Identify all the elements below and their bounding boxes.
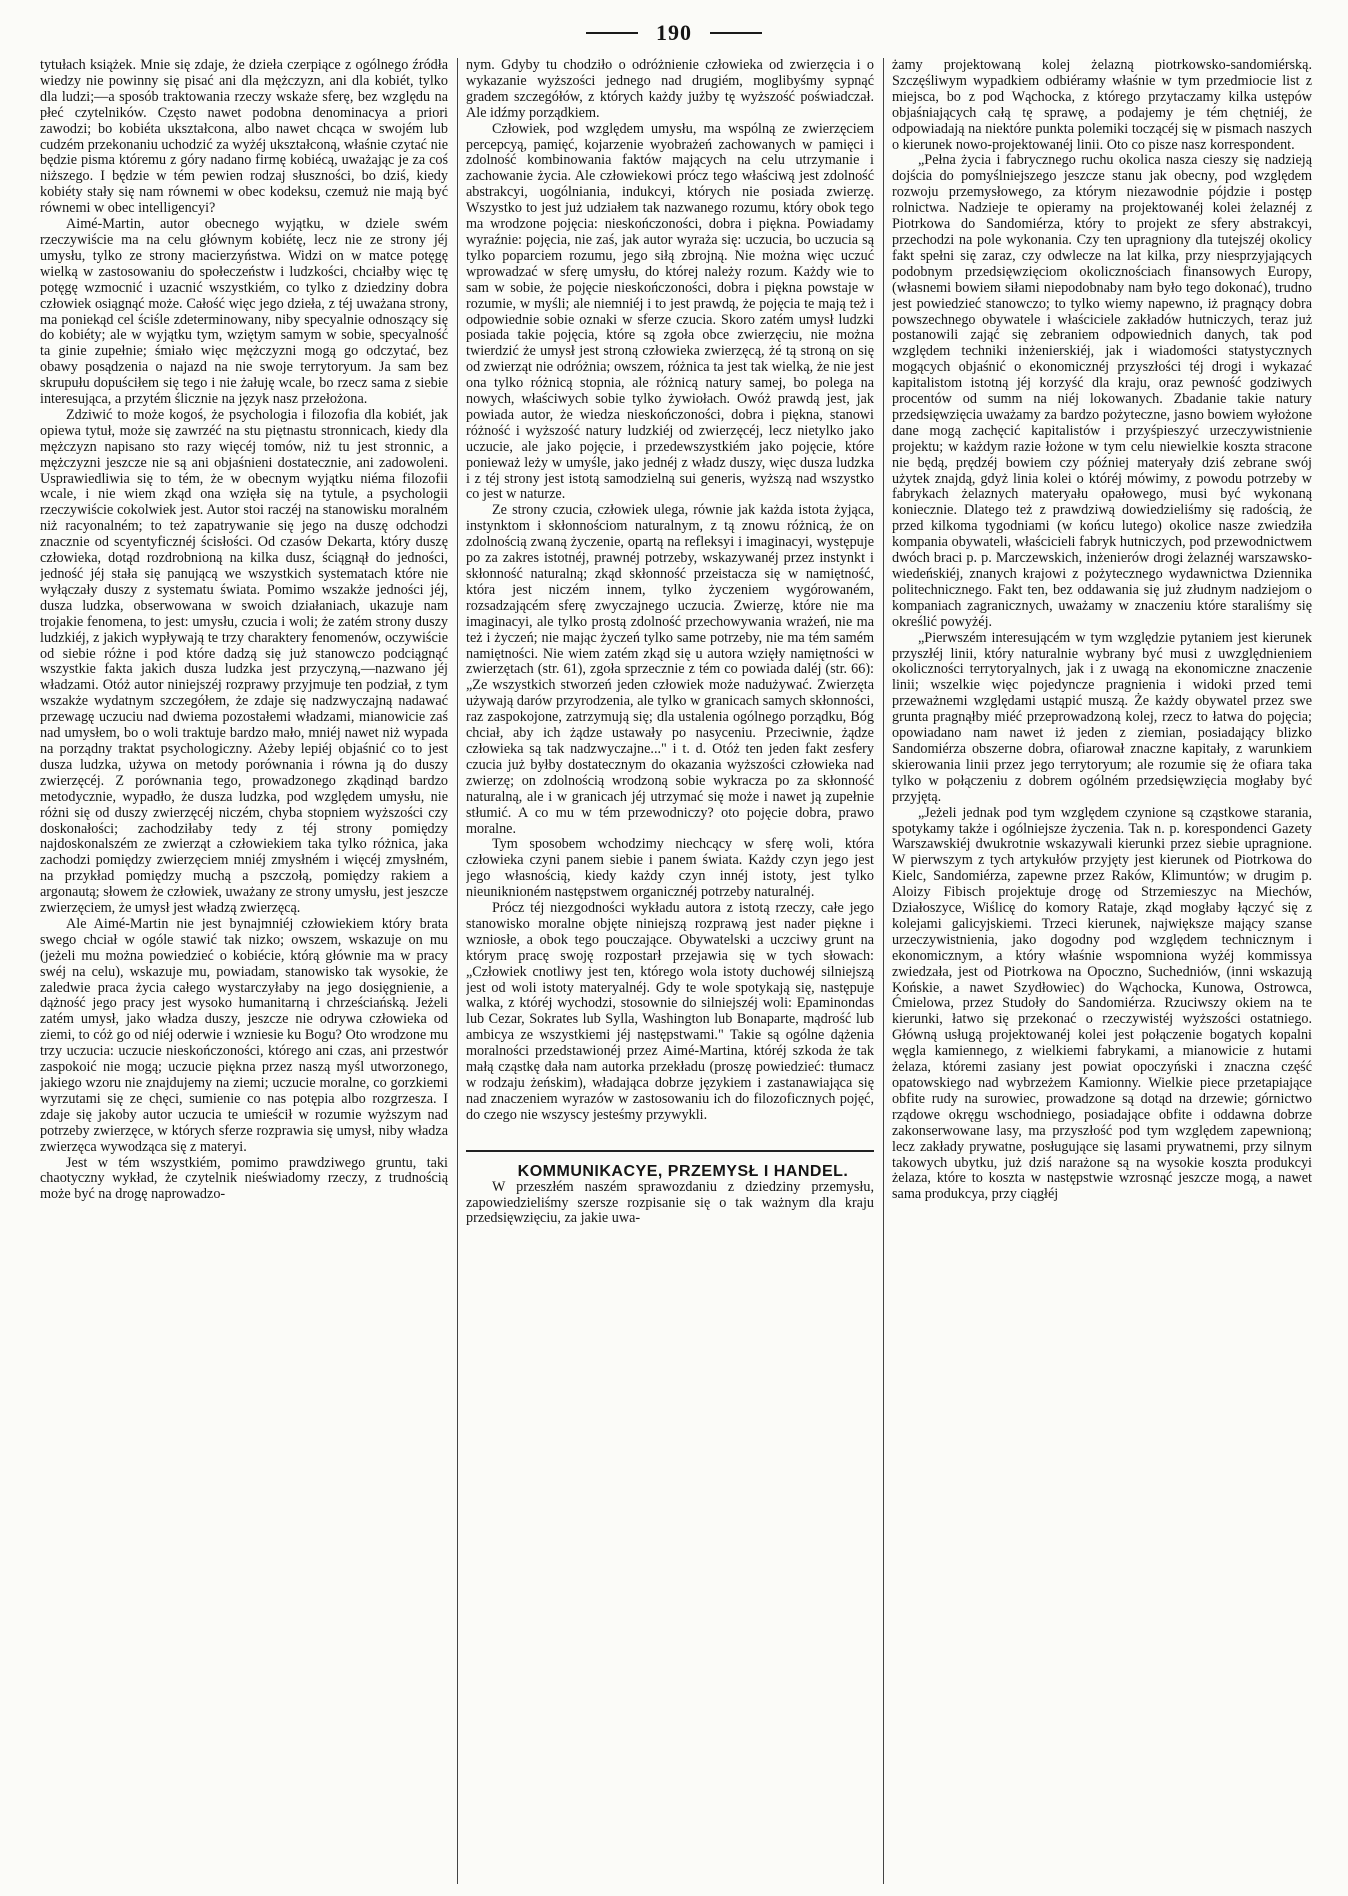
column-1 [40,58,448,1884]
col2-paragraph: W przeszłém naszém sprawozdaniu z dziedziny przemysłu, zapowiedzieliśmy szersze rozpisanie się o tak ważnym dla kraju przedsięwzięciu, za jakie uwa- [466,1178,874,1227]
col3-paragraph: „Pierwszém interesującém w tym względzie pytaniem jest kierunek przyszłéj linii, który naturalnie wybrany być musi z uwzględnieniem okoliczności terrytoryalnych, jak i z uwagą na ekonomiczne znaczenie linii; wszelkie więc pojedyncze pragnienia i widoki przed temi przeważnemi względami ustąpić muszą. Że każdy obywatel przez swe grunta pragnąłby miéć przeprowadzoną kolej, rzecz to łatwa do pojęcia; opowiadano nam nawet iż jeden z ziemian, posiadający blizko Sandomiérza obszerne dobra, ofiarował znaczne kapitały, z warunkiem skierowania linii przez jego terrytoryum; ale rozumie się że ofiara taka tylko w połączeniu z dobrem ogólném przedsięwzięcia mogłaby być przyjętą. [892,629,1312,805]
column-2 [466,58,874,1884]
col1-paragraph: Jest w tém wszystkiém, pomimo prawdziwego gruntu, taki chaotyczny wykład, że czytelnik nieświadomy rzeczy, z trudnością może być na drogę naprowadzo- [40,1154,448,1203]
section-title: KOMMUNIKACYE, PRZEMYSŁ I HANDEL. [517,1162,849,1180]
col1-paragraph: tytułach książek. Mnie się zdaje, że dzieła czerpiące z ogólnego źródła wiedzy nie powinny się pisać ani dla mężczyzn, ani dla kobiét, tylko dla ludzi;—a sposób traktowania rzeczy wskaże sferę, bez względu na płeć czytelników. Często nawet podobna denominacya a priori zawodzi; bo kobiéta ukształcona, albo nawet chcąca w swojém lub cudzém przekonaniu uchodzić za wyżéj ukształconą, właśnie czytać nie będzie pisma któremu z góry nadano firmę kobiécą, uważając je za coś niższego. I będzie w tém pewien rodzaj słuszności, bo dziś, kiedy kobiéty stały się nam równemi w obec kodeksu, czemuż nie mają być równemi w obec intelligencyi? [40,58,448,217]
col2-paragraph: Człowiek, pod względem umysłu, ma wspólną ze zwierzęciem percepcyą, pamięć, kojarzenie wyobrażeń zachowanych w pamięci i zdolność kombinowania faktów mających na celu utrzymanie i zachowanie życia. Ale człowiekowi prócz tego właściwą jest zdolność abstrakcyi, uogólniania, indukcyi, których nie posiada zwierzę. Wszystko to jest już udziałem tak nazwanego rozumu, który obok tego ma wrodzone pojęcia: nieskończoności, dobra i piękna. Powiadamy wyraźnie: pojęcia, nie zaś, jak autor wyraża się: uczucia, bo uczucia są tylko poparciem rozumu, jego siłą zbrojną. Nie można więc uczuć wprowadzać w sferę umysłu, do której należy rozum. Każdy wie to sam w sobie, że pojęcie nieskończoności, dobra i piękna powstaje w rozumie, w myśli; ale niemniéj i to jest prawdą, że pojęcia te mają też i odpowiednie sobie oznaki w sferze czucia. Skoro zatém umysł ludzki posiada takie pojęcia, które są zgoła obce zwierzęciu, nie można twierdzić że umysł jest stroną człowieka zwierzęcą, żé tą stroną on się od zwierząt nie odróżnia; owszem, różnica ta jest tak wielką, że nie jest ona tylko różnicą stopnia, ale różnicą natury samej, bo polega na nowych, właściwych sobie tylko żywiołach. Owóż prawdą jest, jak powiada autor, że wiedza nieskończoności, dobra i piękna, stanowi różność i wyższość natury ludzkiéj od zwierzęcéj, lecz nietylko jako uczucie, ale jako pojęcie, i przedewszystkiém jako pojęcie, które ponieważ leży w umyśle, jako jednéj z władz duszy, więc dusza ludzka i z téj strony jest istotą samodzielną sui generis, wyższą nad wszystko co jest w naturze. [466,120,874,503]
col2-paragraph: Prócz téj niezgodności wykładu autora z istotą rzeczy, całe jego stanowisko moralne objęte niniejszą rozprawą jest nader piękne i wzniosłe, a obok tego pouczające. Obywatelski a uczciwy grunt na którym pracę swoję rozpostarł przejawia się w tych słowach: „Człowiek cnotliwy jest ten, którego wola istoty duchowéj silniejszą jest od woli istoty materyalnéj. Gdy te wole spotykają się, następuje walka, z któréj wychodzi, stosownie do silniejszéj woli: Epaminondas lub Cezar, Sokrates lub Sylla, Washington lub Bonaparte, mądrość lub ambicya ze wszystkiemi jéj następstwami." Takie są ogólne dążenia moralności przedstawionéj przez Aimé-Martina, któréj szkoda że tak małą cząstkę dała nam autorka przekładu (proszę powiedzieć: tłumacz w rodzaju żeńskim), władająca dobrze językiem i zastanawiająca się nad znaczeniem wyrazów w zastosowaniu ich do filozoficznych pojęć, do czego nie wszyscy jesteśmy przywykli. [466,900,874,1123]
col2-paragraph: Tym sposobem wchodzimy niechcący w sferę woli, która człowieka czyni panem siebie i panem świata. Każdy czyn jego jest jego własnością, kiedy każdy czyn innéj istoty, jest tylko nieuniknioném następstwem organicznéj potrzeby naturalnéj. [466,836,874,901]
column-divider-1 [457,58,458,1884]
col2-paragraph: Ze strony czucia, człowiek ulega, równie jak każda istota żyjąca, instynktom i skłonnościom naturalnym, z tą znowu różnicą, że on zdolnością zwaną życzenie, opartą na refleksyi i imaginacyi, występuje po za zakres istotnéj, prawnéj potrzeby, wskazywanéj przez instynkt i skłonność naturalną; zkąd skłonność przeistacza się w namiętność, która jest niczém innem, tylko życzeniem wygórowaném, rozsadzającém sferę zwyczajnego uczucia. Zwierzę, które nie ma imaginacyi, ale tylko prostą zdolność przechowywania wrażeń, nie ma też i życzeń; nie mając życzeń tylko same potrzeby, nie ma tém samém namiętności. Nie wiem zatém zkąd się u autora wzięły namiętności w zwierzętach (str. 61), zgoła sprzecznie z tém co powiada daléj (str. 66): „Ze wszystkich stworzeń jeden człowiek może nadużywać. Zwierzęta używają darów przyrodzenia, ale tylko w granicach samych skłonności, raz zaspokojone, zatrzymują się; dla ustalenia ogólnego porządku, Bóg chciał, aby ich żądze ustawały po nasyceniu. Przeciwnie, żądze człowieka są tak nadzwyczajne..." i t. d. Otóż ten jeden fakt zesfery czucia już byłby dostatecznym do okazania wyższości człowieka nad zwierzę; on zdolnością wrodzoną sobie wykracza po za skłonność naturalną, ale i w granicach jéj utrzymać się może i nawet ją zupełnie stłumić. A co mu w tém przewodniczy? oto pojęcie dobra, prawo moralne. [466,502,874,837]
section-rule [466,1150,874,1152]
section-spacer [466,1124,874,1150]
page-header [0,18,1348,48]
col1-paragraph: Ale Aimé-Martin nie jest bynajmniéj człowiekiem który brata swego chciał w ogóle stawić tak nizko; owszem, wskazuje on mu (jeżeli mu można powiedzieć o kobiécie, którą głównie ma w pracy swéj na celu), wskazuje mu, powiadam, stanowisko tak wysokie, że zaledwie praca życia całego wystarczyłaby na jego dosięgnienie, a dążność jego pracy jest wysoko humanitarną i chrześciańską. Jeżeli zatém umysł, jako władza duszy, jeszcze nie odrywa człowieka od ziemi, to cóż go od niéj oderwie i wzniesie ku Bogu? Oto wrodzone mu trzy uczucia: uczucie nieskończoności, którego ani czas, ani przestwór zaspokoić nie mogą; uczucie piękna przez naszą myśl utworzonego, jakiego wzoru nie znajdujemy na ziemi; uczucie moralne, co gorzkiemi wyrzutami się ze chęci, sumienie co nas potępia albo rozgrzesza. I zdaje się jakoby autor uczucia te umieścił w rozumie wyższym nad potrzeby zwierzęce, w których sferze rozprawia się umysł, niby władza zwierzęca wywodząca się z materyi. [40,915,448,1155]
col1-paragraph: Zdziwić to może kogoś, że psychologia i filozofia dla kobiét, jak opiewa tytuł, może się zawrzéć na stu piętnastu stronnicach, kiedy dla mężczyzn napisano sto razy więcéj tomów, niż tu jest stronnic, a mężczyzni jeszcze nie są ani objaśnieni dostatecznie, ani zadowoleni. Usprawiedliwia się to tém, że w obecnym wyjątku niéma filozofii wcale, i nie wiem zkąd ona wzięła się na tytule, a psychologii rzeczywiście cokolwiek jest. Autor stoi raczéj na stanowisku moralném niż racyonalném; to też zapatrywanie się jego na duszę odchodzi znacznie od scyentyficznéj ścisłości. Od czasów Dekarta, który duszę człowieka, dotąd rozdrobnioną na kilka dusz, ściągnął do jedności, jedność jéj stała się panującą we wszystkich systematach które nie wyłączały duszy z systematu świata. Pomimo wszakże jedności jéj, dusza ludzka, obserwowana w swoich działaniach, ukazuje nam trojakie fenomena, to jest: umysłu, czucia i woli; że zatém strony duszy ludzkiéj, z jakich wypływają te trzy charaktery fenomenów, oczywiście od siebie różne i pod które dadzą się już stanowczo podciągnąć wszystkie fakta jakich dusza ludzka jest przyczyną,—nazwano jéj władzami. Otóż autor niniejszéj rozprawy przyjmuje ten podział, z tym wszakże wydatnym szczegółem, że zdaje się nadzwyczajną nadawać przewagę uczuciu nad dwiema pozostałemi władzami, mianowicie zaś nad umysłem, bo o woli traktuje bardzo mało, mniéj nawet niż wypada na porządny traktat psychologiczny. Ażeby lepiéj objaśnić co to jest dusza ludzka, używa on metody porównania i równa ją do duszy zwierzęcéj. Z porównania tego, prowadzonego zkądinąd bardzo metodycznie, wypadło, że dusza ludzka, pod względem umysłu, nie różni się od duszy zwierzęcéj niczém, chyba stopniem wyższości czy doskonałości; zachodziłaby tedy z téj strony pomiędzy najdoskonalszém ze zwierząt a człowiekiem taka tylko różnica, jaka zachodzi pomiędzy zwierzęciem mniéj zmysłném i więcéj zmysłném, na przykład pomiędzy muchą a pszczołą, pomiędzy rakiem a argonautą; słowem że człowiek, uważany ze strony umysłu, jest jeszcze zwierzęciem, że umysł jest władzą zwierzęcą. [40,406,448,917]
col3-paragraph: „Pełna życia i fabrycznego ruchu okolica nasza cieszy się nadzieją dojścia do pomyślniejszego jeszcze stanu jak obecny, pod względem rozwoju przemysłowego, za którym niezawodnie pójdzie i postęp rolnictwa. Nadzieje te opieramy na projektowanéj kolei żelaznéj z Piotrkowa do Sandomiérza, który to projekt ze sfery abstrakcyi, przechodzi na pole wykonania. Czy ten upragniony dla tutejszéj okolicy fakt spełni się zaraz, czy odwlecze na lat kilka, przy niesprzyjających podobnym przedsięwzięciom okolicznościach finansowych Europy, (własnemi bowiem siłami niepodobnaby nam było tego dokonać), trudno jest powiedzieć stanowczo; to tylko wiemy napewno, iż pragnący dobra powszechnego obywatele i właściciele zakładów hutniczych, teraz już postanowili zająć się zebraniem odpowiednich danych, tak pod względem techniki inżenierskiéj, jak i wiadomości statystycznych mogących objaśnić o ekonomicznéj przyszłości téj drogi i wykazać kapitalistom istotną jéj korzyść dla kraju, oraz pewność godziwych procentów od summ na niéj lokowanych. Zbadanie takie natury przedsięwzięcia uważamy za bardzo pożyteczne, jasno bowiem wyłożone dane mogą zachęcić kapitalistów i przyśpieszyć urzeczywistnienie projektu; w każdym razie łożone w tym celu niewielkie koszta stracone nie będą, prędzéj bowiem czy później materyały dziś zebrane swój użytek znajdą, gdyż linia kolei o któréj mówimy, z powodu potrzeby w fabrykach żelaznych materyału opałowego, musi być wykonaną koniecznie. Dlatego też z prawdziwą dowiedzieliśmy się radością, że przed kilkoma tygodniami (w końcu lutego) okolice nasze zwiedziła kompania obywateli, właścicieli fabryk hutniczych, pod przewodnictwem dwóch braci p. p. Marczewskich, inżenierów drogi żelaznéj warszawsko-wiedeńskiéj, znanych krajowi z pożytecznego wydawnictwa Dziennika politechnicznego. Fakt ten, bez oddawania się już złudnym nadziejom o kompaniach zagranicznych, uważamy w znaczeniu które staraliśmy się określić powyżéj. [892,152,1312,630]
header-dash-right [710,32,762,34]
col1-paragraph: Aimé-Martin, autor obecnego wyjątku, w dziele swém rzeczywiście ma na celu głównym kobiétę, lecz nie ze strony jéj umysłu, tylko ze strony macierzyństwa. Widzi on w matce potęgę wielką w zastosowaniu do społeczeństw i ludzkości, chciałby więc tę potęgę wzmocnić i uzacnić wszystkiém, co tylko z dziedziny dobra człowiek osiągnąć może. Całość więc jego dzieła, z téj uważana strony, ma poniekąd cel ściśle zdeterminowany, niby specyalnie odnoszący się do kobiéty; ale w wyjątku tym, wziętym samym w sobie, specyalność ta ginie zupełnie; śmiało więc mężczyzni mogą go odczytać, bez obawy posądzenia o najazd na nie swoje terrytoryum. Ja sam bez skrupułu dopuściłem się tego i nie żałuję wcale, bo rzecz sama z siebie interesująca, a przytém ślicznie na język nasz przełożona. [40,216,448,408]
header-dash-left [586,32,638,34]
column-divider-2 [883,58,884,1884]
col3-paragraph: żamy projektowaną kolej żelazną piotrkowsko-sandomiérską. Szczęśliwym wypadkiem odbiéramy właśnie w tym przedmiocie list z miejsca, bo z pod Wąchocka, z którego przytaczamy kilka ustępów objaśniających całą tę sprawę, a podajemy je tém chętniéj, że odpowiadają na niektóre punkta polemiki toczącéj się w pismach naszych o kierunek nowo-projektowanéj linii. Oto co pisze nasz korrespondent. [892,58,1312,153]
col2-paragraph: nym. Gdyby tu chodziło o odróżnienie człowieka od zwierzęcia i o wykazanie wyższości jednego nad drugiém, moglibyśmy sypnąć gradem szczegółów, z których każdy jużby tę wyższość poświadczał. Ale idźmy porządkiem. [466,58,874,121]
col3-paragraph: „Jeżeli jednak pod tym względem czynione są cząstkowe starania, spotykamy także i ogólniejsze życzenia. Tak n. p. korespondenci Gazety Warszawskiéj dwukrotnie wskazywali kierunki przez siebie upragnione. W pierwszym z tych artykułów przyjęty jest kierunek od Piotrkowa do Kielc, Sandomiérza, zapewne przez Raków, Klimuntów; w drugim p. Aloizy Fibisch projektuje drogę od Strzemieszyc na Miechów, Działoszyce, Wiślicę do komory Rataje, zkąd mogłaby łączyć się z kolejami galicyjskiemi. Trzeci kierunek, największe mający szanse urzeczywistnienia, jako dogodny pod względem technicznym i ekonomicznym, a który właśnie wspomniona wyżéj kommissya zwiedzała, jest od Piotrkowa na Opoczno, Suchedniów, (inni wskazują Końskie, a nawet Szydłowiec) do Wąchocka, Kunowa, Ostrowca, Ćmielowa, przez Studoły do Sandomiérza. Rzuciwszy okiem na te kierunki, łatwo się przekonać o rzeczywistéj wyższości ostatniego. Główną usługą projektowanéj kolei jest połączenie bogatych kopalni węgla kamiennego, z wielkiemi fabrykami, a mianowicie z hutami żelaza, któremi zasiany jest powiat opoczyński i znaczna część opatowskiego nad wybrzeżem Kamionny. Wielkie piece przetapiające obfite rudy na surowiec, prowadzone są dotąd na drzewie; górnictwo rządowe okręgu wschodniego, posiadające obfite i oddawna dobrze zakonserwowane lasy, ma przyszłość pod tym względem zapewnioną; lecz zakłady prywatne, posługujące się lasami prywatnemi, przy silnym takowych ubytku, już dziś narażone są na wysokie koszta produkcyi żelaza, które to koszta w następstwie wzrosnąć jeszcze mogą, a nawet sama produkcya, przy ciągłéj [892,804,1312,1203]
page-number: 190 [656,20,692,45]
column-3 [892,58,1312,1884]
